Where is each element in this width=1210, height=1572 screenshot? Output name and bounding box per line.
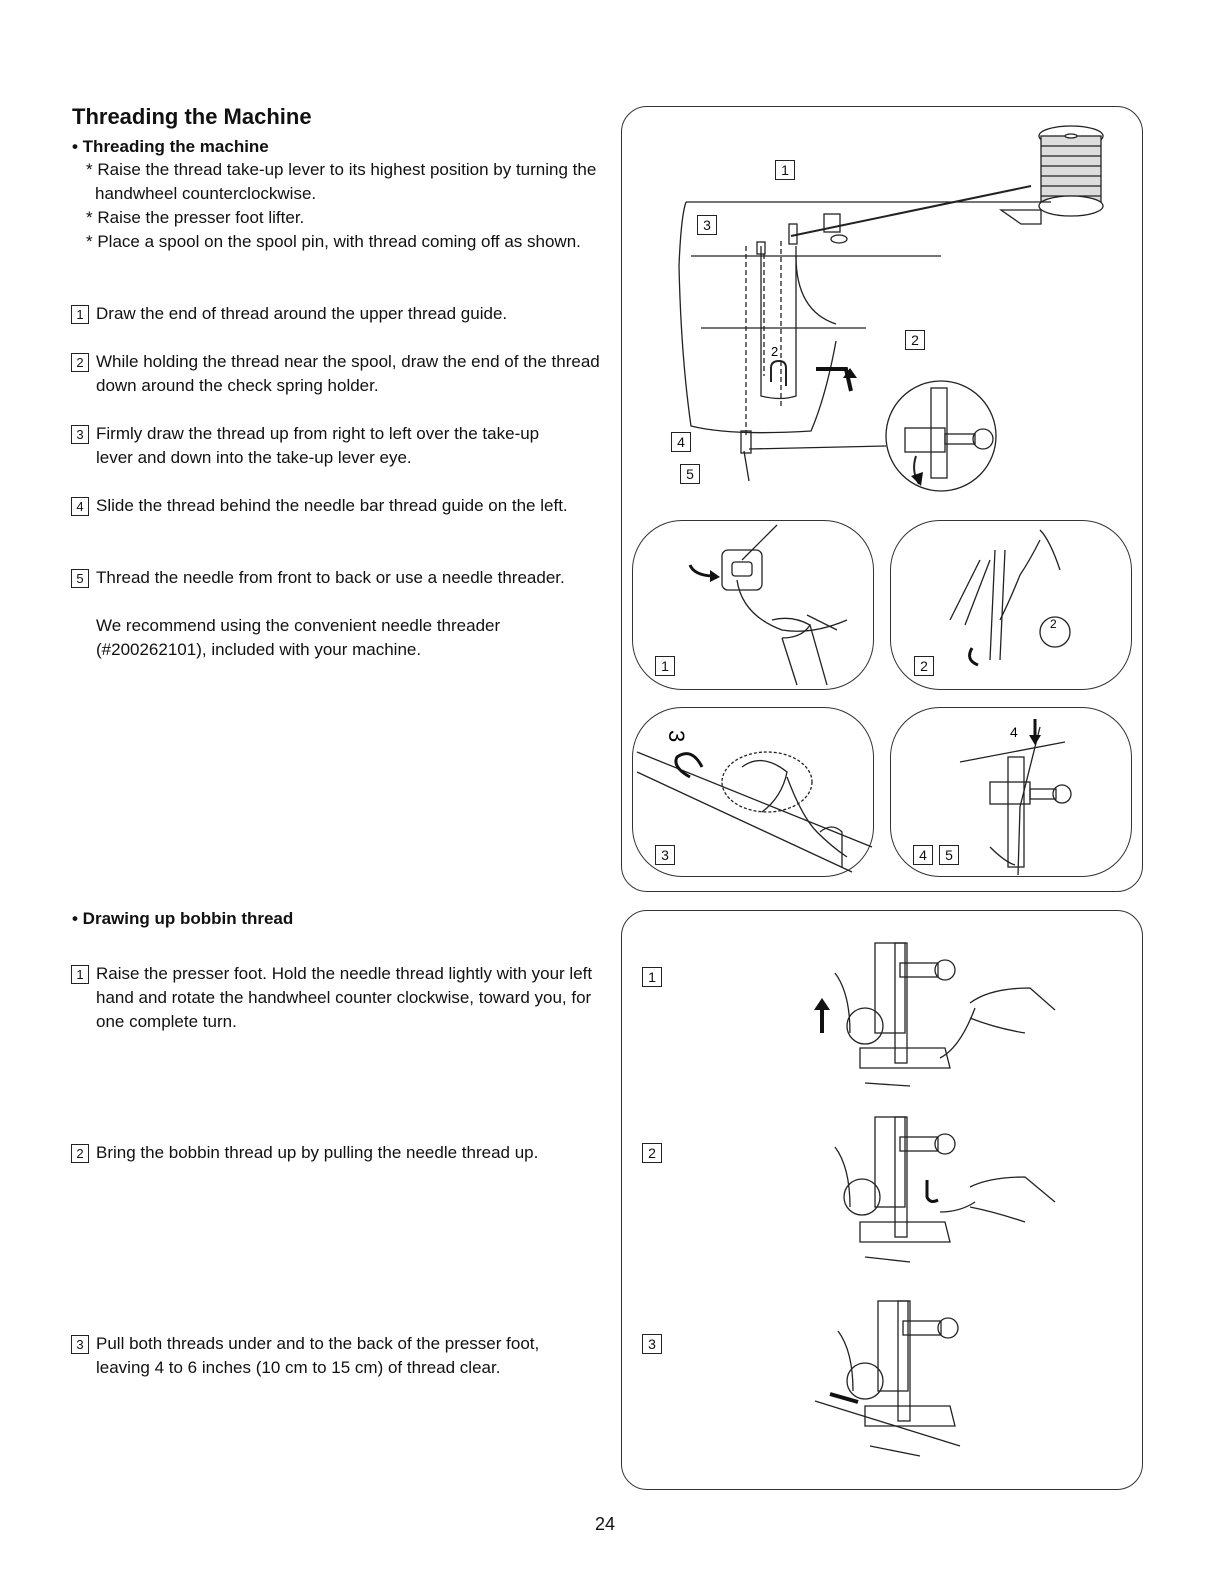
note-3: * Place a spool on the spool pin, with thread coming off as shown. xyxy=(86,232,581,251)
bobbin-step-2 xyxy=(71,1141,616,1165)
bobbin-step-3 xyxy=(71,1332,596,1380)
bobbin-subheading: • Drawing up bobbin thread xyxy=(72,909,294,928)
threading-subheading: • Threading the machine xyxy=(72,137,269,156)
machine-threading-diagram xyxy=(621,106,1141,516)
inset-label-3: 3 xyxy=(655,845,675,865)
thread-step-1 xyxy=(71,302,616,326)
step-number: 3 xyxy=(71,425,89,444)
step-text: Slide the thread behind the needle bar thread guide on the left. xyxy=(96,496,568,515)
step-number: 1 xyxy=(71,305,89,324)
bobbin-step-1-illustration xyxy=(790,938,1070,1098)
bobbin-figure-label-3: 3 xyxy=(642,1334,662,1354)
note-2: * Raise the presser foot lifter. xyxy=(86,208,305,227)
inset-label-4: 4 xyxy=(913,845,933,865)
arrow-number: 2 xyxy=(771,344,779,359)
step-number: 4 xyxy=(71,497,89,516)
inset-arrow-number-2: 2 xyxy=(1050,617,1057,631)
inset-arrow-number-3: 3 xyxy=(664,730,689,743)
inset-label-1: 1 xyxy=(655,656,675,676)
thread-step-3 xyxy=(71,422,576,470)
figure-label-4: 4 xyxy=(671,432,691,452)
thread-step-2 xyxy=(71,350,616,398)
threader-recommendation: We recommend using the convenient needle threader (#200262101), included with your machine. xyxy=(96,616,501,659)
note-1: * Raise the thread take-up lever to its highest position by turning the handwheel counterclockwise. xyxy=(86,160,597,203)
step-text: Bring the bobbin thread up by pulling the needle thread up. xyxy=(96,1143,539,1162)
step-number: 1 xyxy=(71,965,89,984)
figure-label-5: 5 xyxy=(680,464,700,484)
figure-label-3: 3 xyxy=(697,215,717,235)
step-text: While holding the thread near the spool, draw the end of the thread down around the check spring holder. xyxy=(96,352,600,395)
step-number: 2 xyxy=(71,1144,89,1163)
page-number: 24 xyxy=(594,1514,616,1534)
step-number: 3 xyxy=(71,1335,89,1354)
step-text: Pull both threads under and to the back of the presser foot, leaving 4 to 6 inches (10 cm to 15 cm) of thread clear. xyxy=(96,1334,540,1377)
bobbin-step-3-illustration xyxy=(810,1296,980,1466)
figure-label-2: 2 xyxy=(905,330,925,350)
inset-label-5: 5 xyxy=(939,845,959,865)
bobbin-figure-label-1: 1 xyxy=(642,967,662,987)
thread-step-5 xyxy=(71,566,586,590)
page-title: Threading the Machine xyxy=(72,104,312,129)
bobbin-step-2-illustration xyxy=(790,1112,1070,1282)
thread-step-4 xyxy=(71,494,596,518)
inset-label-2: 2 xyxy=(914,656,934,676)
step-text: Thread the needle from front to back or use a needle threader. xyxy=(96,568,565,587)
bobbin-step-1 xyxy=(71,962,596,1034)
step-number: 5 xyxy=(71,569,89,588)
step-text: Draw the end of thread around the upper thread guide. xyxy=(96,304,508,323)
bobbin-figure-label-2: 2 xyxy=(642,1143,662,1163)
step-number: 2 xyxy=(71,353,89,372)
step-text: Raise the presser foot. Hold the needle thread lightly with your left hand and rotate the handwheel counter clockwise, toward you, for one complete turn. xyxy=(96,964,593,1031)
inset-arrow-number-4: 4 xyxy=(1010,724,1018,740)
figure-label-1: 1 xyxy=(775,160,795,180)
step-text: Firmly draw the thread up from right to left over the take-up lever and down into the take-up lever eye. xyxy=(96,424,540,467)
